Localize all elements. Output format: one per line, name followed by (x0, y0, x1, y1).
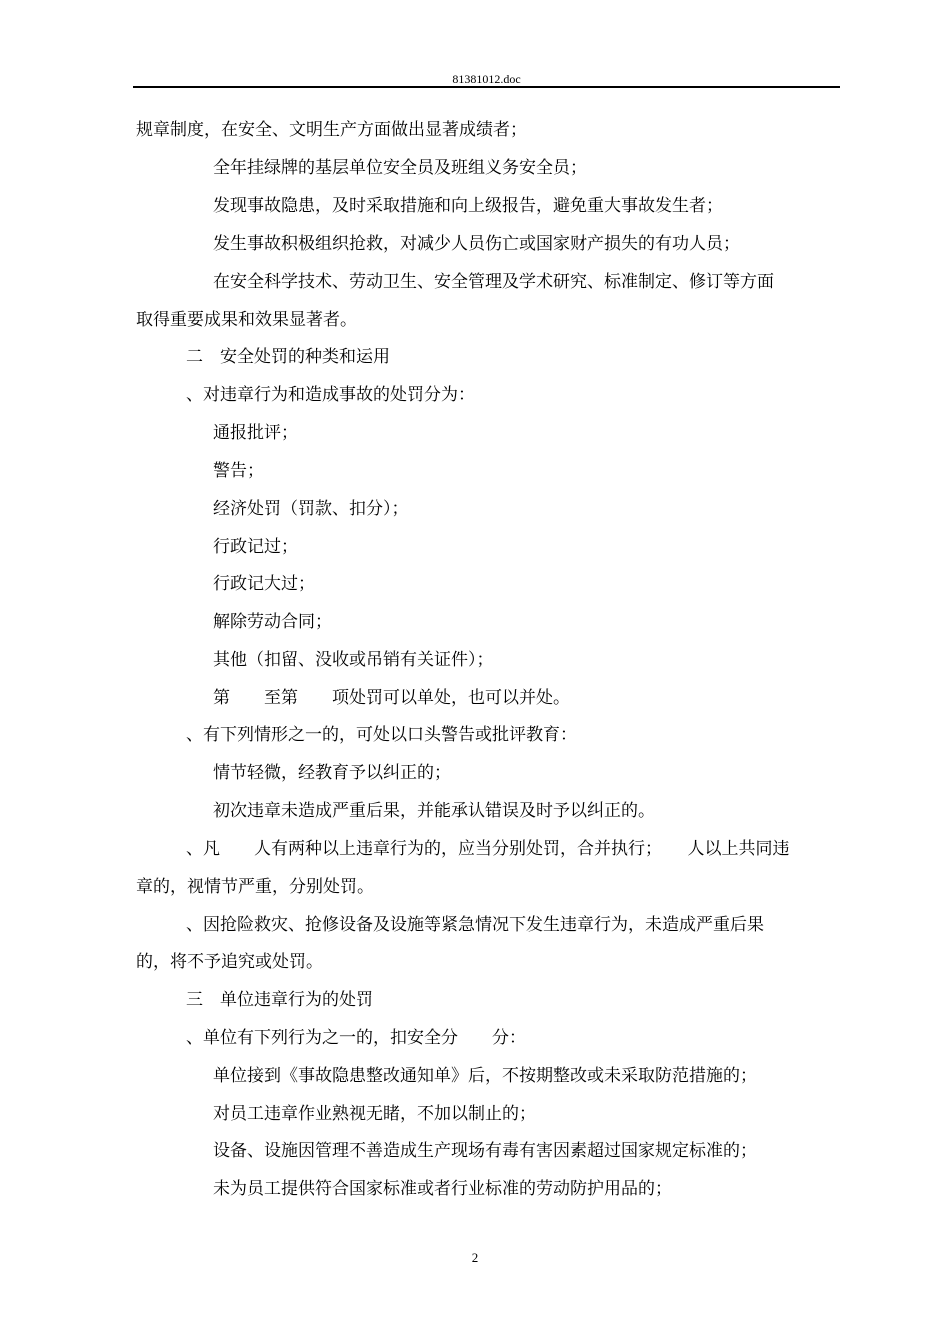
text-line: 、单位有下列行为之一的，扣安全分 分： (186, 1028, 526, 1048)
page-number: 2 (471, 1250, 479, 1265)
list-item: 经济处罚（罚款、扣分）； (213, 499, 409, 519)
page-header-filename: 81381012.doc (452, 72, 521, 86)
text-line: 、对违章行为和造成事故的处罚分为： (186, 385, 475, 405)
header-rule (133, 86, 840, 88)
text-line: 、凡 人有两种以上违章行为的，应当分别处罚，合并执行； 人以上共同违 (186, 839, 790, 859)
text-line: 在安全科学技术、劳动卫生、安全管理及学术研究、标准制定、修订等方面 (213, 272, 774, 292)
list-item: 对员工违章作业熟视无睹，不加以制止的； (213, 1104, 536, 1124)
section-heading: 二 安全处罚的种类和运用 (186, 347, 390, 367)
list-item: 行政记大过； (213, 574, 315, 594)
text-line: 全年挂绿牌的基层单位安全员及班组义务安全员； (213, 158, 587, 178)
list-item: 设备、设施因管理不善造成生产现场有毒有害因素超过国家规定标准的； (213, 1141, 757, 1161)
list-item: 解除劳动合同； (213, 612, 332, 632)
text-line: 规章制度，在安全、文明生产方面做出显著成绩者； (136, 120, 527, 140)
list-item: 单位接到《事故隐患整改通知单》后，不按期整改或未采取防范措施的； (213, 1066, 757, 1086)
list-item: 行政记过； (213, 537, 298, 557)
text-line: 、因抢险救灾、抢修设备及设施等紧急情况下发生违章行为，未造成严重后果 (186, 915, 764, 935)
text-line: 取得重要成果和效果显著者。 (136, 310, 357, 330)
list-item: 初次违章未造成严重后果，并能承认错误及时予以纠正的。 (213, 801, 655, 821)
text-line: 第 至第 项处罚可以单处，也可以并处。 (213, 688, 570, 708)
text-line: 的，将不予追究或处罚。 (136, 952, 323, 972)
section-heading: 三 单位违章行为的处罚 (186, 990, 373, 1010)
text-line: 、有下列情形之一的，可处以口头警告或批评教育： (186, 725, 577, 745)
list-item: 通报批评； (213, 423, 298, 443)
text-line: 发生事故积极组织抢救，对减少人员伤亡或国家财产损失的有功人员； (213, 234, 740, 254)
list-item: 情节轻微，经教育予以纠正的； (213, 763, 451, 783)
text-line: 发现事故隐患，及时采取措施和向上级报告，避免重大事故发生者； (213, 196, 723, 216)
text-line: 章的，视情节严重，分别处罚。 (136, 877, 374, 897)
list-item: 未为员工提供符合国家标准或者行业标准的劳动防护用品的； (213, 1179, 672, 1199)
list-item: 警告； (213, 461, 264, 481)
list-item: 其他（扣留、没收或吊销有关证件）； (213, 650, 494, 670)
